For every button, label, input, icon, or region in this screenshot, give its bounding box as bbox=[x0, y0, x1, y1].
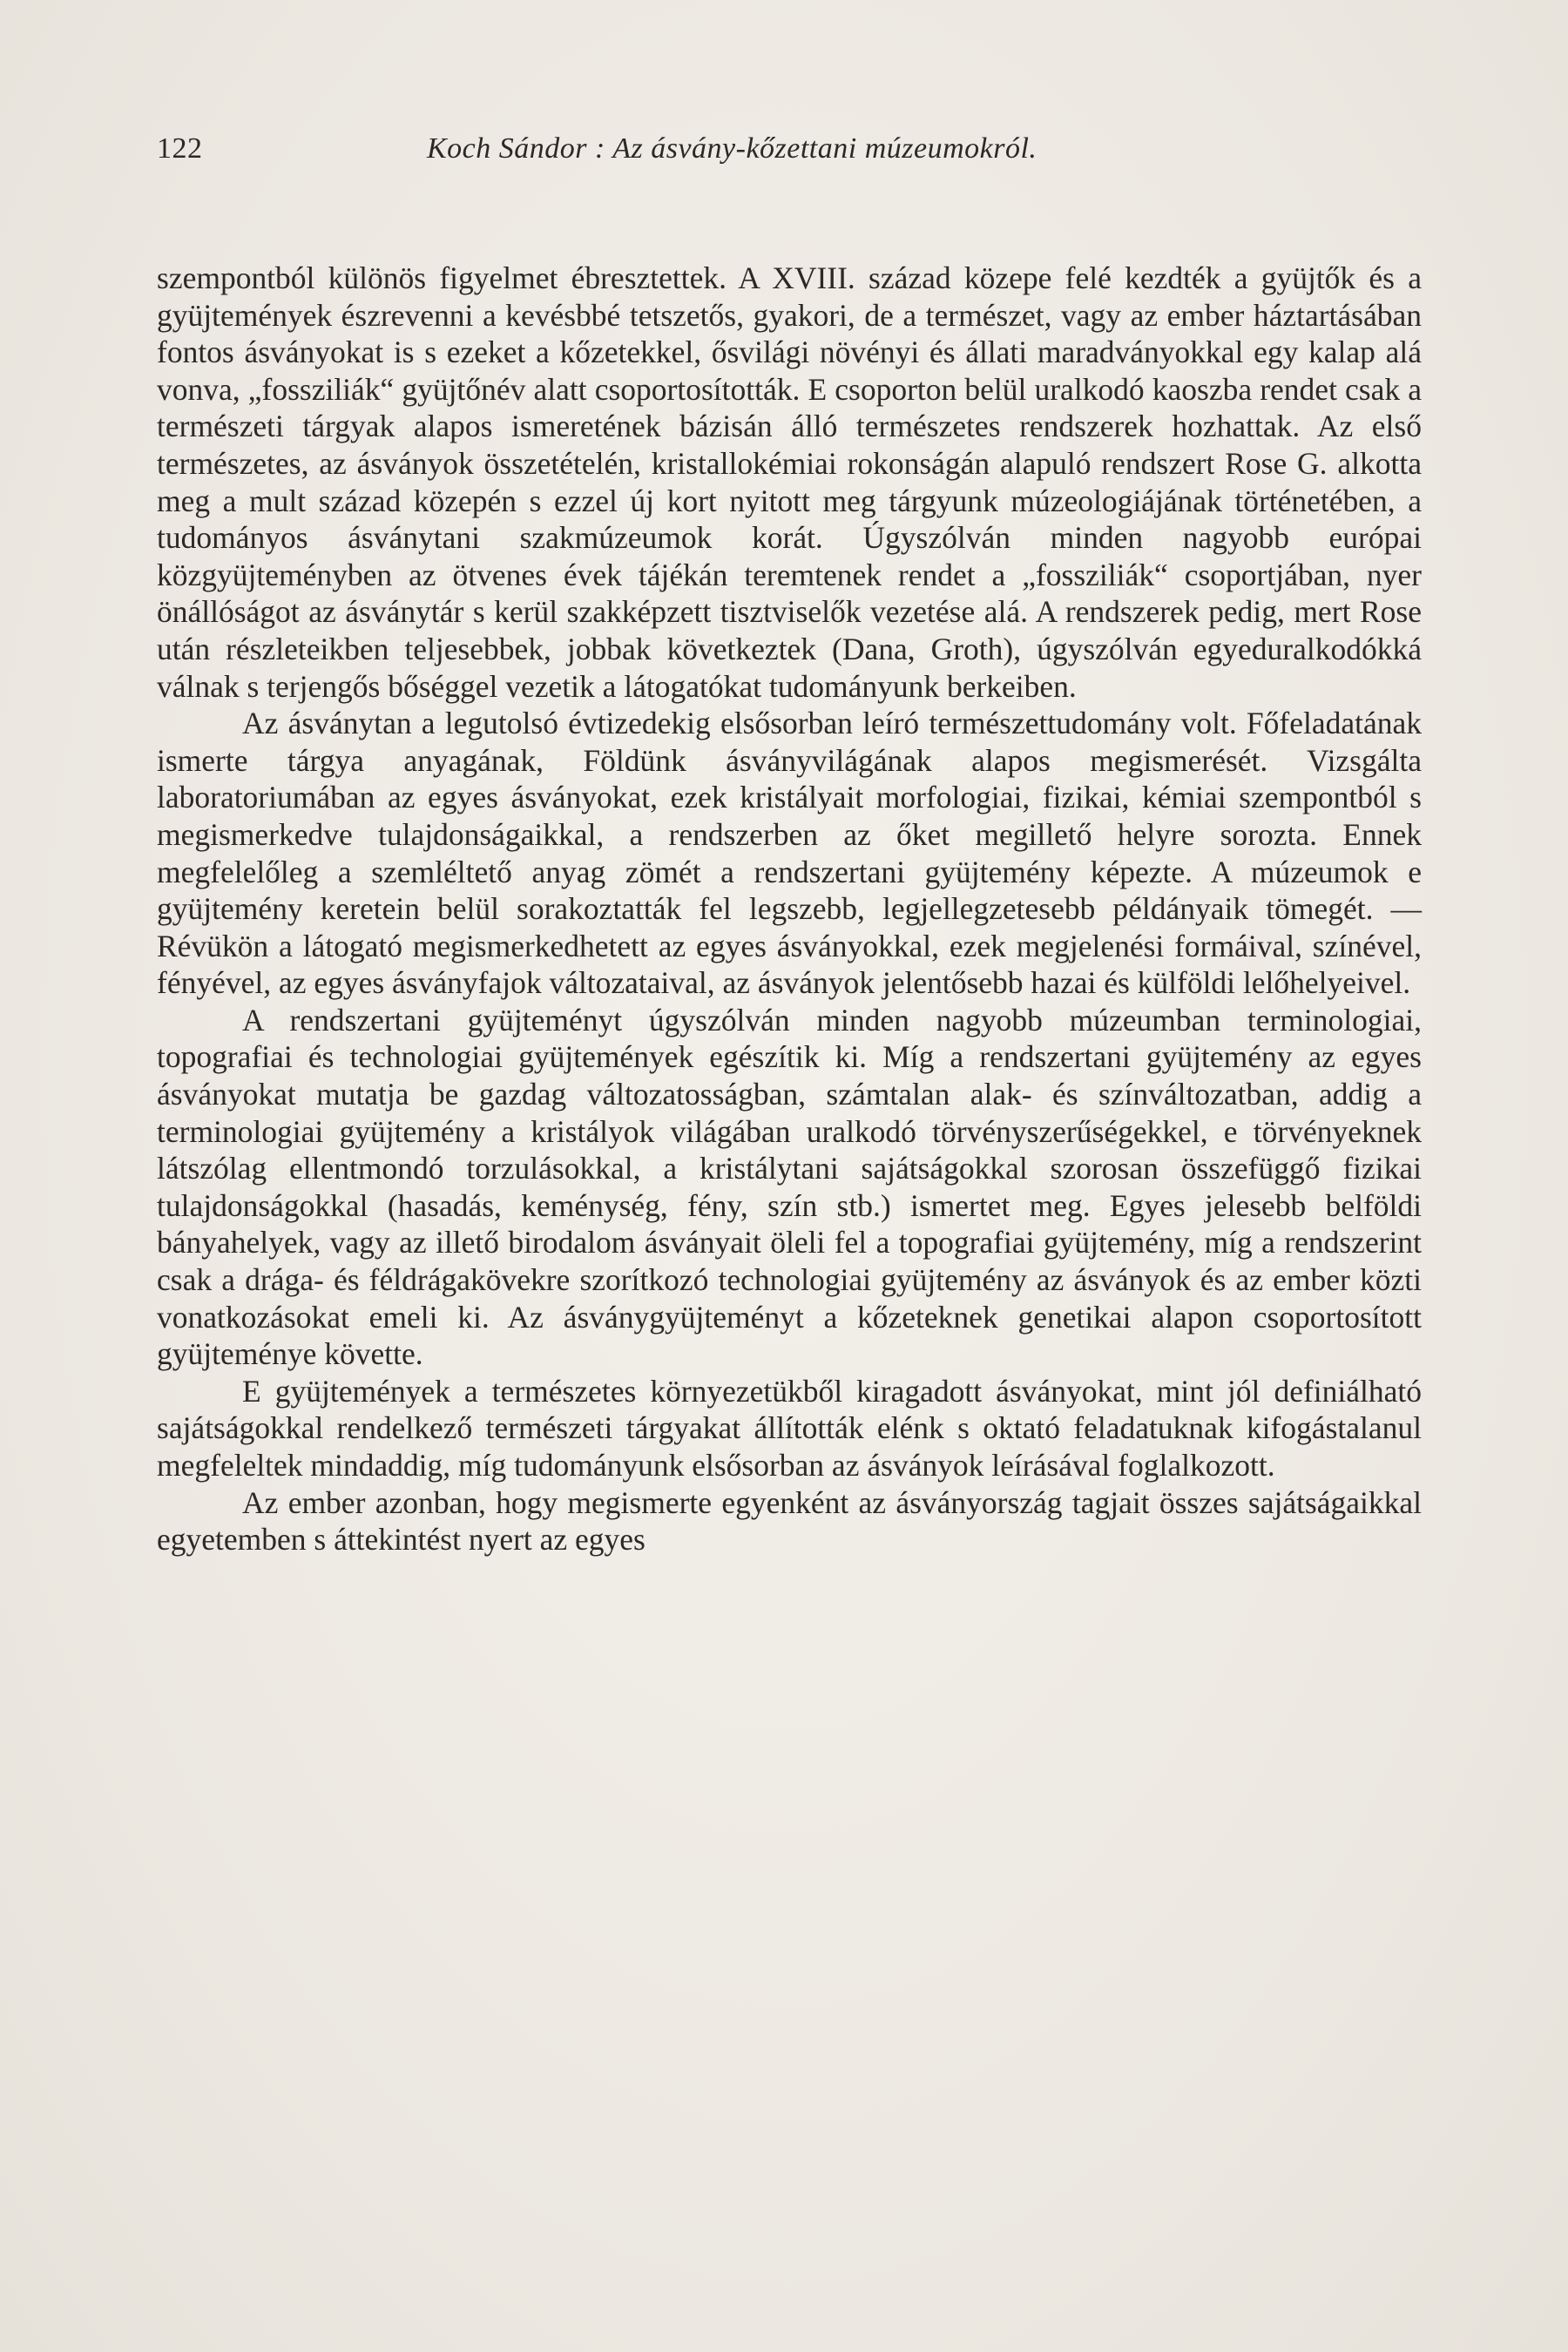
paragraph-1: szempontból különös figyelmet ébresztettek. A XVIII. század közepe felé kezdték a gyüjtők és a gyüjtemények észrevenni a kevésbbé tetszetős, gyakori, de a természet, vagy az ember háztartásában fontos ásványokat is s ezeket a kőzetekkel, ősvilági növényi és állati maradványokkal egy kalap alá vonva, „fossziliák“ gyüjtőnév alatt csoportosították. E csoporton belül uralkodó kaoszba rendet csak a természeti tárgyak alapos ismeretének bázisán álló természetes rendszerek hozhattak. Az első természetes, az ásványok összetételén, kristallokémiai rokonságán alapuló rendszert Rose G. alkotta meg a mult század közepén s ezzel új kort nyitott meg tárgyunk múzeologiájának történetében, a tudományos ásványtani szakmúzeumok korát. Úgyszólván minden nagyobb európai közgyüjteményben az ötvenes évek tájékán teremtenek rendet a „fossziliák“ csoportjában, nyer önállóságot az ásványtár s kerül szakképzett tisztviselők vezetése alá. A rendszerek pedig, mert Rose után részleteikben teljesebbek, jobbak következtek (Dana, Groth), úgyszólván egyeduralkodókká válnak s terjengős bőséggel vezetik a látogatókat tudományunk berkeiben. bbox=[157, 260, 1422, 704]
page-number: 122 bbox=[157, 132, 203, 165]
page-header bbox=[157, 132, 1422, 181]
body-text bbox=[157, 260, 1422, 1558]
running-title: Koch Sándor : Az ásvány-kőzettani múzeumokról. bbox=[427, 132, 1037, 165]
paragraph-3: A rendszertani gyüjteményt úgyszólván minden nagyobb múzeumban terminologiai, topografiai és technologiai gyüjtemények egészítik ki. Míg a rendszertani gyüjtemény az egyes ásványokat mutatja be gazdag változatosságban, számtalan alak- és színváltozatban, addig a terminologiai gyüjtemény a kristályok világában uralkodó törvényszerűségekkel, e törvényeknek látszólag ellentmondó torzulásokkal, a kristálytani sajátságokkal szorosan összefüggő fizikai tulajdonságokkal (hasadás, keménység, fény, szín stb.) ismertet meg. Egyes jelesebb belföldi bányahelyek, vagy az illető birodalom ásványait öleli fel a topografiai gyüjtemény, míg a rendszerint csak a drága- és féldrágakövekre szorítkozó technologiai gyüjtemény az ásványok és az ember közti vonatkozásokat emeli ki. Az ásványgyüjteményt a kőzeteknek genetikai alapon csoportosított gyüjteménye követte. bbox=[157, 1002, 1422, 1372]
paragraph-5: Az ember azonban, hogy megismerte egyenként az ásványország tagjait összes sajátságaikkal egyetemben s áttekintést nyert az egyes bbox=[157, 1484, 1422, 1558]
paragraph-2: Az ásványtan a legutolsó évtizedekig elsősorban leíró természettudomány volt. Főfeladatának ismerte tárgya anyagának, Földünk ásványvilágának alapos megismerését. Vizsgálta laboratoriumában az egyes ásványokat, ezek kristályait morfologiai, fizikai, kémiai szempontból s megismerkedve tulajdonságaikkal, a rendszerben az őket megillető helyre sorozta. Ennek megfelelőleg a szemléltető anyag zömét a rendszertani gyüjtemény képezte. A múzeumok e gyüjtemény keretein belül sorakoztatták fel legszebb, legjellegzetesebb példányaik tömegét. — Révükön a látogató megismerkedhetett az egyes ásványokkal, ezek megjelenési formáival, színével, fényével, az egyes ásványfajok változataival, az ásványok jelentősebb hazai és külföldi lelőhelyeivel. bbox=[157, 706, 1422, 1001]
paragraph-4: E gyüjtemények a természetes környezetükből kiragadott ásványokat, mint jól definiálható sajátságokkal rendelkező természeti tárgyakat állították elénk s oktató feladatuknak kifogástalanul megfeleltek mindaddig, míg tudományunk elsősorban az ásványok leírásával foglalkozott. bbox=[157, 1373, 1422, 1483]
